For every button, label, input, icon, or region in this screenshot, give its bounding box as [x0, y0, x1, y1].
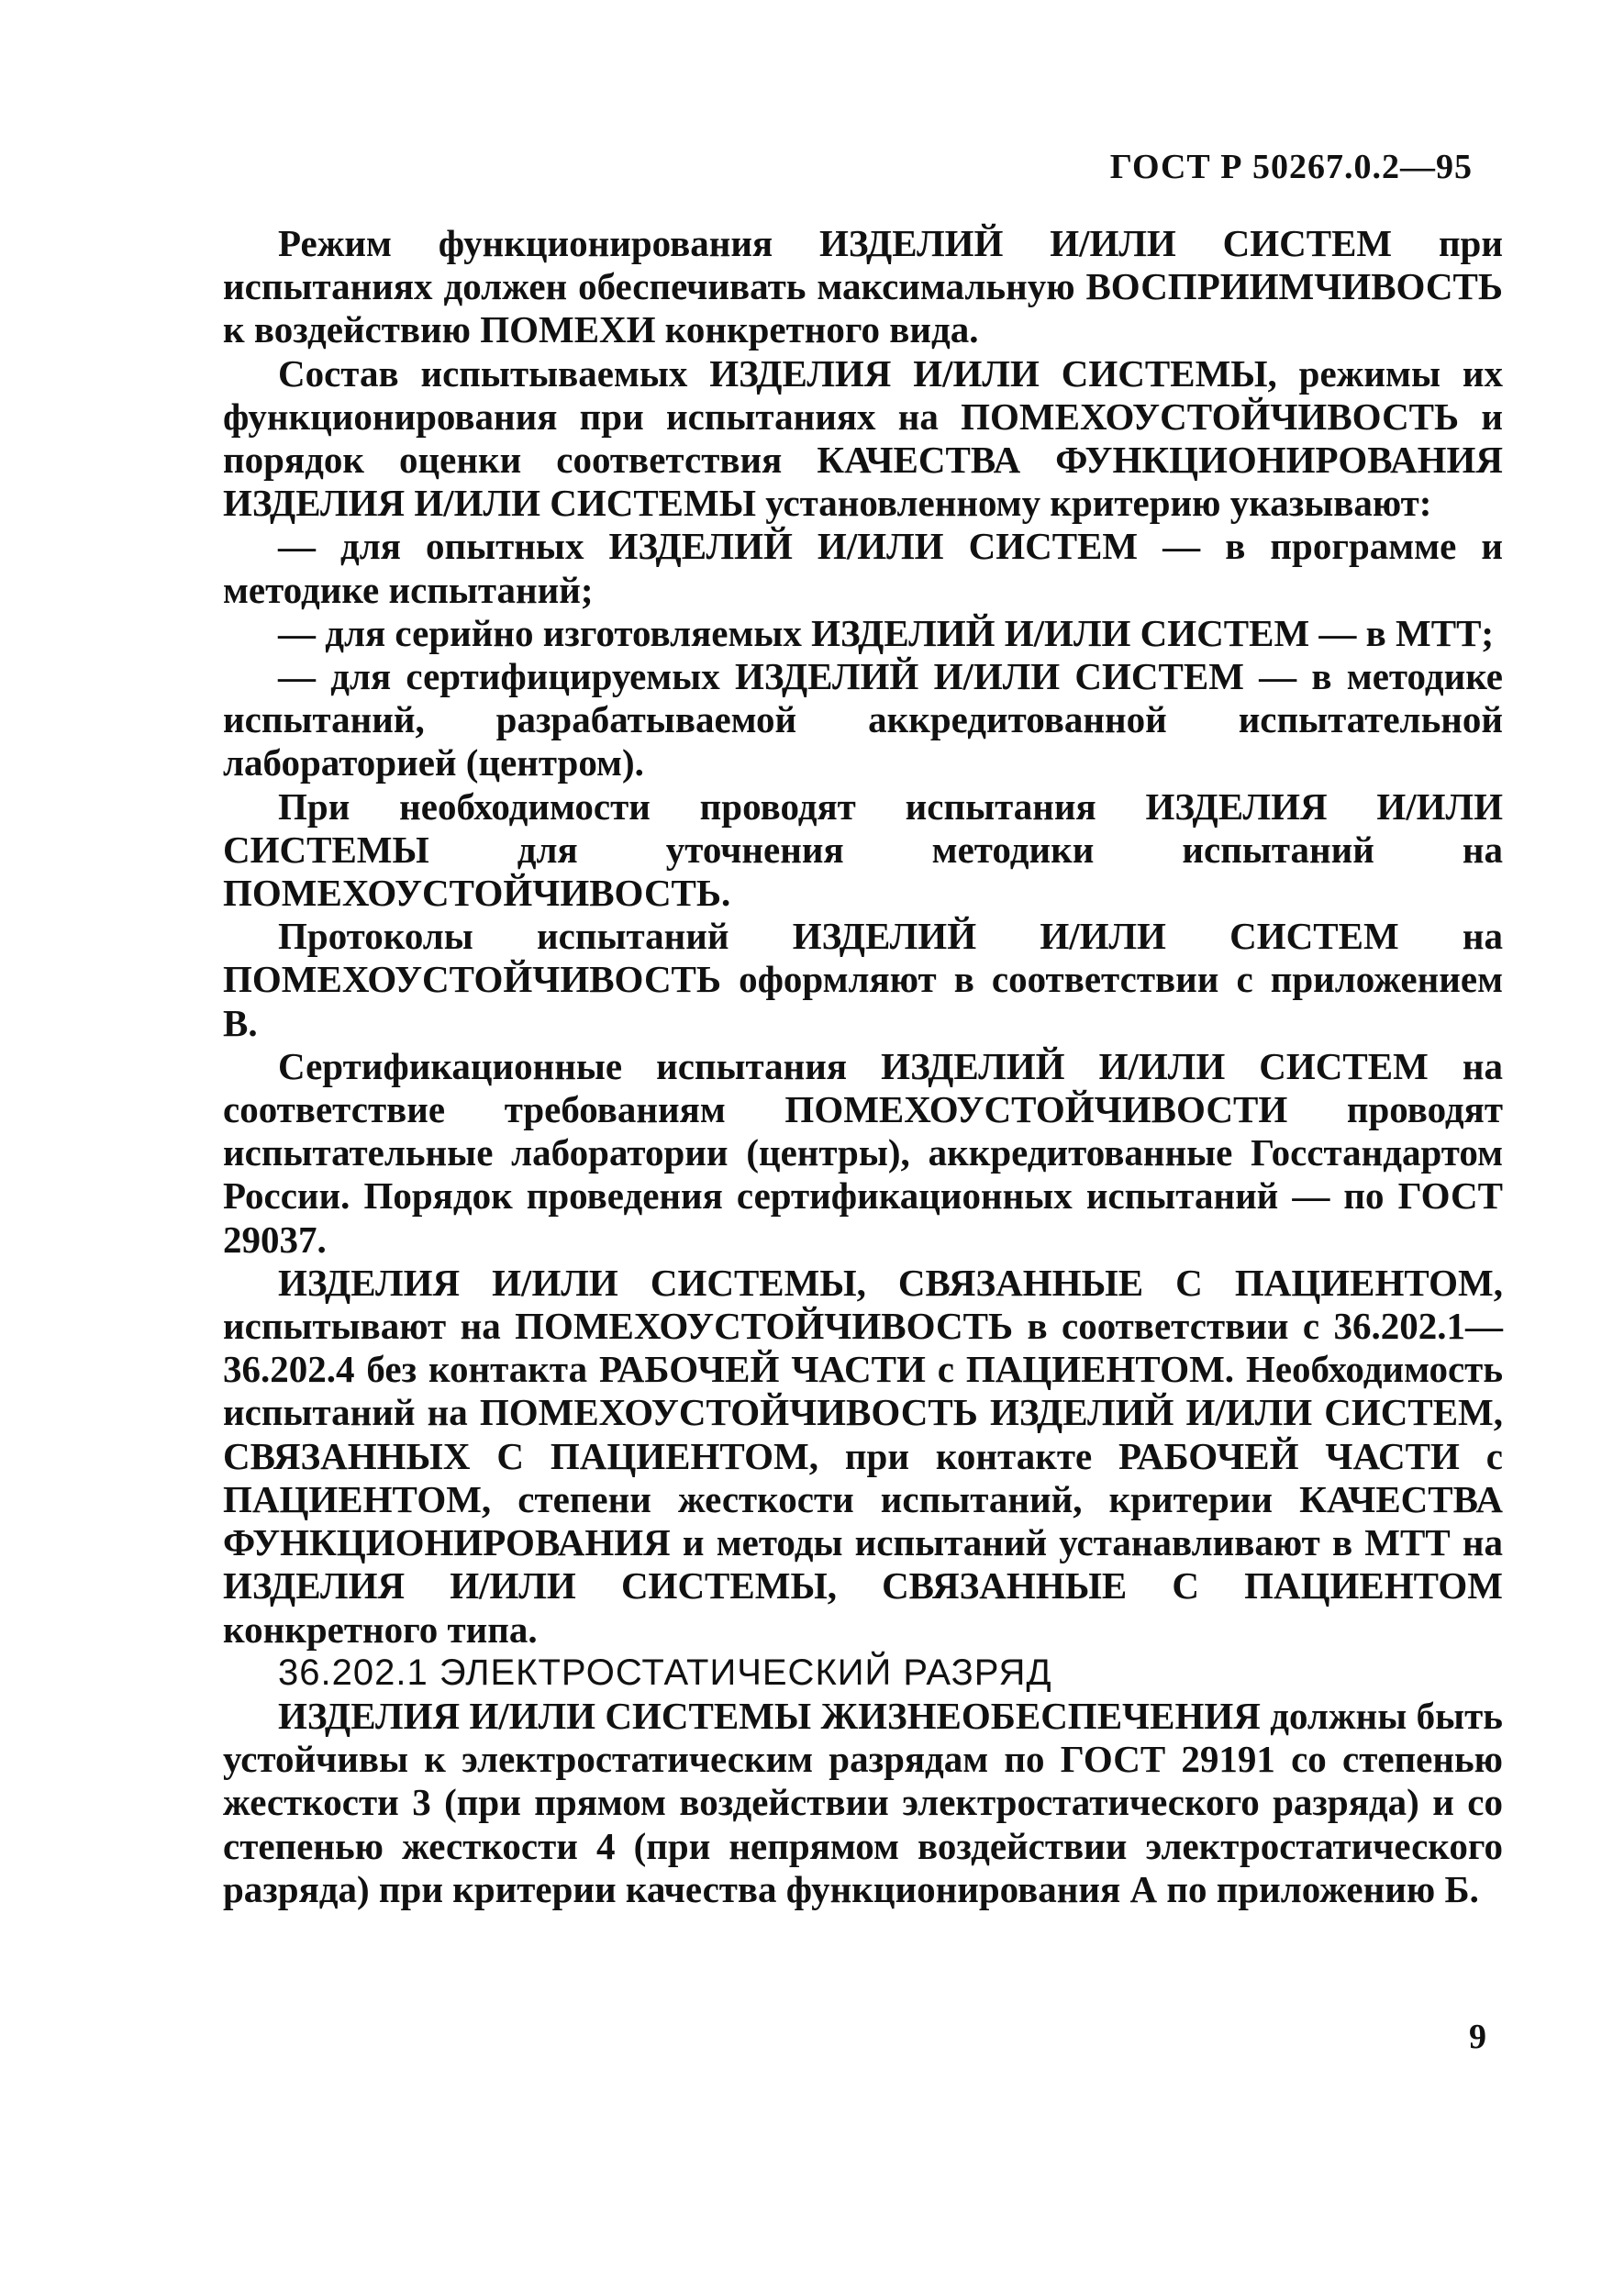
paragraph-life-support: ИЗДЕЛИЯ И/ИЛИ СИСТЕМЫ ЖИЗНЕОБЕСПЕЧЕНИЯ должны быть устойчивы к электростатическим разрядам по ГОСТ 29191 со степенью жесткости 3 (при прямом воздействии электростатического разряда) и со степенью жесткости 4 (при непрямом воздействии электростатического разряда) при критерии качества функционирования А по приложению Б.	[223, 1694, 1503, 1910]
list-item-prototype-products: — для опытных ИЗДЕЛИЙ И/ИЛИ СИСТЕМ — в программе и методике испытаний;	[223, 525, 1503, 611]
paragraph-test-protocols: Протоколы испытаний ИЗДЕЛИЙ И/ИЛИ СИСТЕМ на ПОМЕХОУСТОЙЧИВОСТЬ оформляют в соответствии с приложением В.	[223, 915, 1503, 1044]
list-item-certified-products: — для сертифицируемых ИЗДЕЛИЙ И/ИЛИ СИСТЕМ — в методике испытаний, разрабатываемой аккредитованной испытательной лабораторией (центром).	[223, 655, 1503, 784]
section-heading-electrostatic-discharge: 36.202.1 ЭЛЕКТРОСТАТИЧЕСКИЙ РАЗРЯД	[278, 1652, 1052, 1693]
page-number: 9	[1469, 2018, 1486, 2056]
paragraph-certification-tests: Сертификационные испытания ИЗДЕЛИЙ И/ИЛИ СИСТЕМ на соответствие требованиям ПОМЕХОУСТОЙЧИВОСТИ проводят испытательные лаборатории (центры), аккредитованные Госстандартом России. Порядок проведения сертификационных испытаний — по ГОСТ 29037.	[223, 1044, 1503, 1261]
paragraph-operating-mode: Режим функционирования ИЗДЕЛИЙ И/ИЛИ СИСТЕМ при испытаниях должен обеспечивать максимальную ВОСПРИИМЧИВОСТЬ к воздействию ПОМЕХИ конкретного вида.	[223, 222, 1503, 351]
list-item-serial-products: — для серийно изготовляемых ИЗДЕЛИЙ И/ИЛИ СИСТЕМ — в МТТ;	[278, 611, 1495, 654]
paragraph-additional-tests: При необходимости проводят испытания ИЗДЕЛИЯ И/ИЛИ СИСТЕМЫ для уточнения методики испытаний на ПОМЕХОУСТОЙЧИВОСТЬ.	[223, 784, 1503, 915]
document-code-header: ГОСТ Р 50267.0.2—95	[1109, 148, 1473, 186]
paragraph-test-composition: Состав испытываемых ИЗДЕЛИЯ И/ИЛИ СИСТЕМЫ, режимы их функционирования при испытаниях на ПОМЕХОУСТОЙЧИВОСТЬ и порядок оценки соответствия КАЧЕСТВА ФУНКЦИОНИРОВАНИЯ ИЗДЕЛИЯ И/ИЛИ СИСТЕМЫ установленному критерию указывают:	[223, 351, 1503, 525]
body-text	[223, 222, 1503, 1911]
paragraph-patient-connected: ИЗДЕЛИЯ И/ИЛИ СИСТЕМЫ, СВЯЗАННЫЕ С ПАЦИЕНТОМ, испытывают на ПОМЕХОУСТОЙЧИВОСТЬ в соответствии с 36.202.1—36.202.4 без контакта РАБОЧЕЙ ЧАСТИ с ПАЦИЕНТОМ. Необходимость испытаний на ПОМЕХОУСТОЙЧИВОСТЬ ИЗДЕЛИЙ И/ИЛИ СИСТЕМ, СВЯЗАННЫХ С ПАЦИЕНТОМ, при контакте РАБОЧЕЙ ЧАСТИ с ПАЦИЕНТОМ, степени жесткости испытаний, критерии КАЧЕСТВА ФУНКЦИОНИРОВАНИЯ и методы испытаний устанавливают в МТТ на ИЗДЕЛИЯ И/ИЛИ СИСТЕМЫ, СВЯЗАННЫЕ С ПАЦИЕНТОМ конкретного типа.	[223, 1261, 1503, 1651]
